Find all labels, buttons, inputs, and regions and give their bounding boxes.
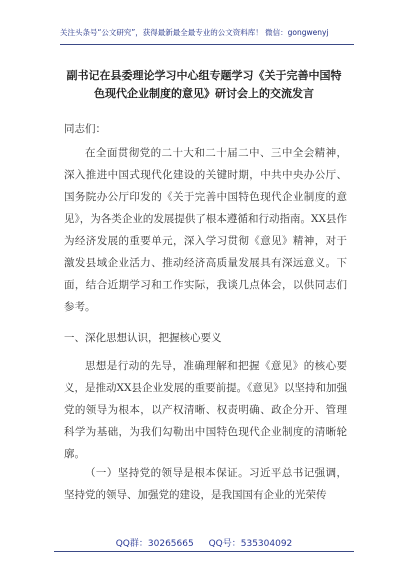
footer-qq-group: QQ群：30265665 <box>115 539 194 549</box>
footer-qq: QQ号：535304092 <box>208 539 293 549</box>
header-banner-text: 关注头条号“公文研究”，获得最新最全最专业的公文资料库！ 微信：gongwenyj <box>60 28 329 37</box>
paragraph-section-1: 思想是行动的先导，准确理解和把握《意见》的核心要义，是推动XX县企业发展的重要前提。《意见》以坚持和加强党的领导为根本，以产权清晰、权责明确、政企分开、管理科学为基础，为我们勾勒出中国特色现代企业制度的清晰轮廓。 <box>64 360 347 460</box>
paragraph-intro: 在全面贯彻党的二十大和二十届二中、三中全会精神，深入推进中国式现代化建设的关键时期，中共中央办公厅、国务院办公厅印发的《关于完善中国特色现代企业制度的意见》，为各类企业的发展提供了根本遵循和行动指南。XX县作为经济发展的重要单元，深入学习贯彻《意见》精神，对于激发县域企业活力、推动经济高质量发展具有深远意义。下面，结合近期学习和工作实际，我谈几点体会，以供同志们参考。 <box>64 147 347 313</box>
greeting: 同志们： <box>64 123 106 135</box>
footer-rule <box>54 551 354 552</box>
section-heading-1: 一、深化思想认识，把握核心要义 <box>64 332 222 344</box>
document-title: 副书记在县委理论学习中心组专题学习《关于完善中国特色现代企业制度的意见》研讨会上的交流发言 <box>66 69 342 100</box>
subsection-1-1: （一）坚持党的领导是根本保证。习近平总书记强调，坚持党的领导、加强党的建设，是我国国有企业的光荣传 <box>64 467 347 501</box>
footer <box>0 536 408 552</box>
header-banner <box>60 24 354 45</box>
